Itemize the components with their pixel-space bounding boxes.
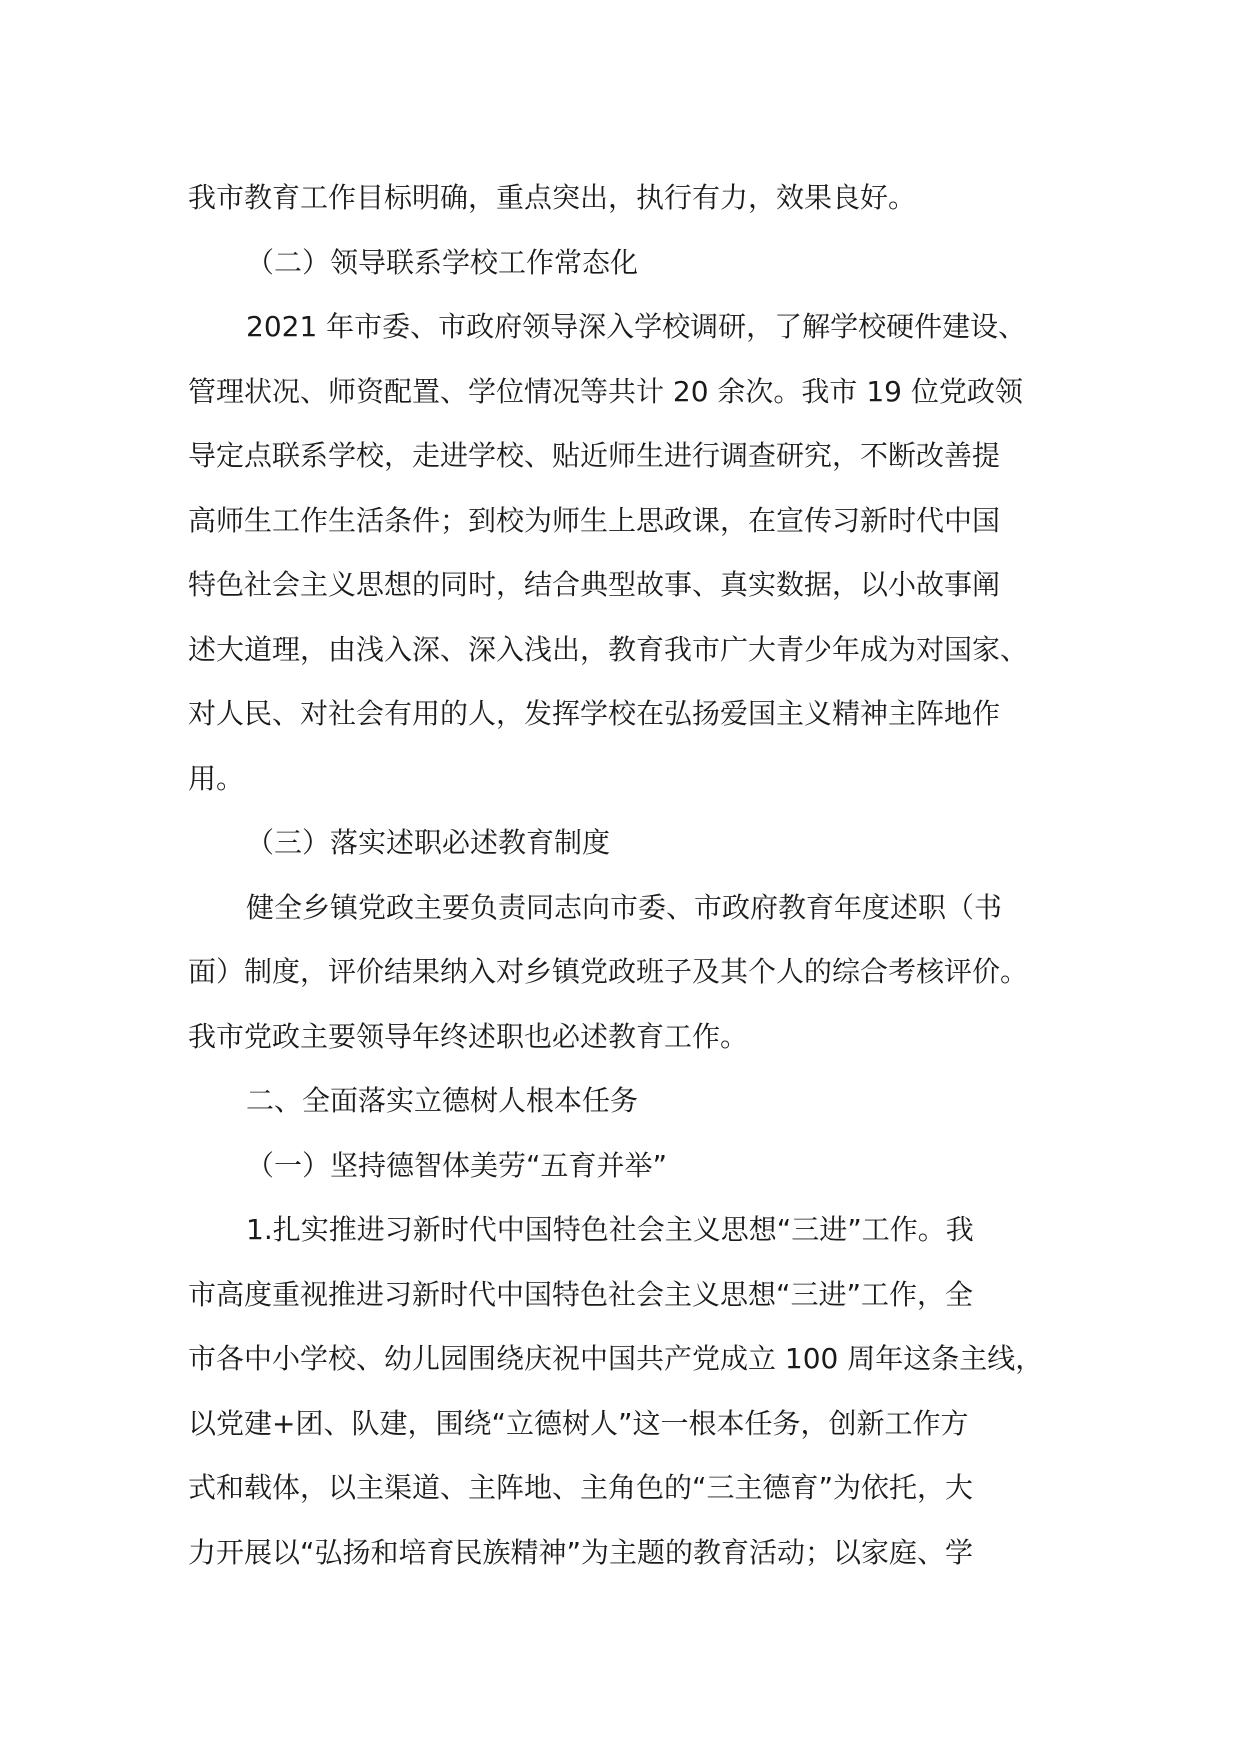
paragraph-line: 市各中小学校、幼儿园围绕庆祝中国共产党成立 100 周年这条主线， xyxy=(188,1342,1044,1375)
paragraph-line: 高师生工作生活条件；到校为师生上思政课，在宣传习新时代中国 xyxy=(188,503,1001,537)
paragraph-line: 健全乡镇党政主要负责同志向市委、市政府教育年度述职（书 xyxy=(246,890,1003,924)
paragraph-line: 力开展以“弘扬和培育民族精神”为主题的教育活动；以家庭、学 xyxy=(188,1535,974,1569)
paragraph-line: 特色社会主义思想的同时，结合典型故事、真实数据，以小故事阐 xyxy=(188,568,1001,601)
paragraph-line: 2021 年市委、市政府领导深入学校调研，了解学校硬件建设、 xyxy=(246,310,1027,343)
section-heading: 二、全面落实立德树人根本任务 xyxy=(246,1084,639,1117)
paragraph-line: 管理状况、师资配置、学位情况等共计 20 余次。我市 19 位党政领 xyxy=(188,374,1023,408)
paragraph-line: 以党建+团、队建，围绕“立德树人”这一根本任务，创新工作方 xyxy=(188,1406,969,1440)
paragraph-line: 述大道理，由浅入深、深入浅出，教育我市广大青少年成为对国家、 xyxy=(188,632,1029,666)
paragraph-line: 市高度重视推进习新时代中国特色社会主义思想“三进”工作，全 xyxy=(188,1277,974,1311)
paragraph-line: 对人民、对社会有用的人，发挥学校在弘扬爱国主义精神主阵地作 xyxy=(188,697,1001,730)
section-heading: （三）落实述职必述教育制度 xyxy=(246,826,611,859)
paragraph-line: 式和载体，以主渠道、主阵地、主角色的“三主德育”为依托，大 xyxy=(188,1471,974,1504)
paragraph-line: 我市党政主要领导年终述职也必述教育工作。 xyxy=(188,1019,749,1053)
document-body xyxy=(188,166,1080,1585)
paragraph-line: 导定点联系学校，走进学校、贴近师生进行调查研究，不断改善提 xyxy=(188,439,1001,472)
paragraph-line: 我市教育工作目标明确，重点突出，执行有力，效果良好。 xyxy=(188,181,917,214)
paragraph-line: 1.扎实推进习新时代中国特色社会主义思想“三进”工作。我 xyxy=(246,1213,974,1246)
paragraph-line: 面）制度，评价结果纳入对乡镇党政班子及其个人的综合考核评价。 xyxy=(188,955,1029,988)
paragraph-line: 用。 xyxy=(188,761,245,795)
section-heading: （二）领导联系学校工作常态化 xyxy=(246,245,639,279)
section-heading: （一）坚持德智体美劳“五育并举” xyxy=(246,1148,668,1182)
